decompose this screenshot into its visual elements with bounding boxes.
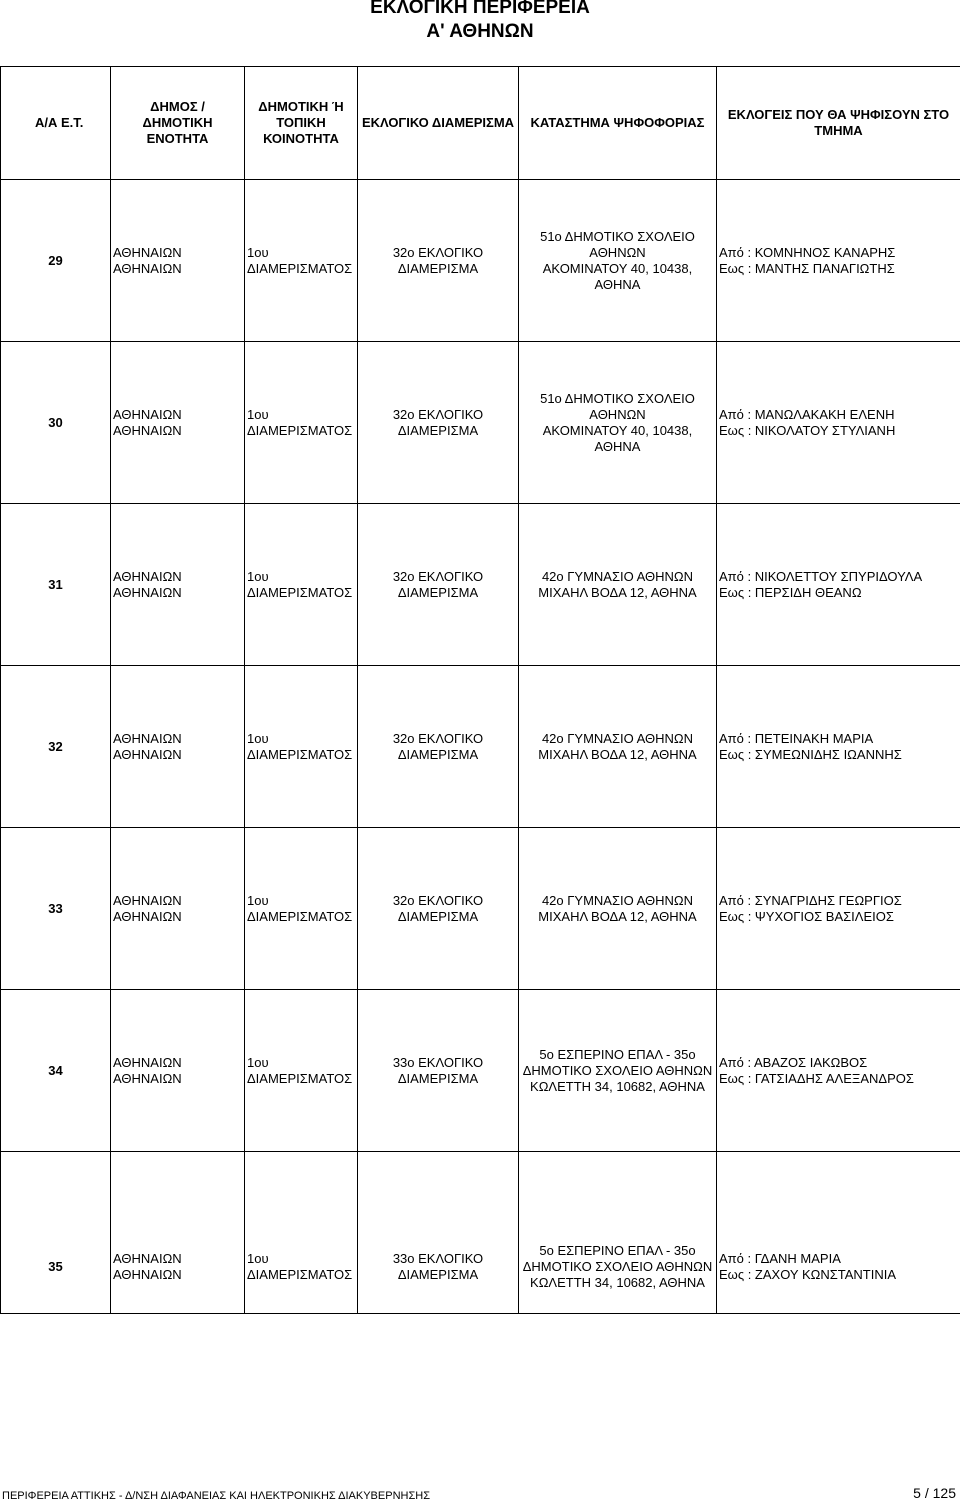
row-number: 33 — [48, 900, 63, 916]
diamerisma-line: 33ο ΕΚΛΟΓΙΚΟ — [392, 1054, 484, 1070]
diamerisma-cell — [358, 1152, 519, 1314]
row-number: 29 — [48, 252, 63, 268]
ekloges-cell — [717, 990, 960, 1152]
katastima-line: 42ο ΓΥΜΝΑΣΙΟ ΑΘΗΝΩΝ — [541, 568, 694, 584]
document-title: ΕΚΛΟΓΙΚΗ ΠΕΡΙΦΕΡΕΙΑ — [370, 0, 590, 18]
koinotita-line: 1ου — [247, 892, 269, 908]
dimos-cell — [111, 666, 245, 828]
koinotita-line: 1ου — [247, 1054, 269, 1070]
ekloges-line: Εως : ΣΥΜΕΩΝΙΔΗΣ ΙΩΑΝΝΗΣ — [719, 746, 902, 762]
dimos-line: ΑΘΗΝΑΙΩΝ — [113, 1266, 182, 1282]
diamerisma-cell — [358, 504, 519, 666]
katastima-line: 5ο ΕΣΠΕΡΙΝΟ ΕΠΑΛ - 35ο — [539, 1046, 696, 1062]
header-line: ΚΑΤΑΣΤΗΜΑ ΨΗΦΟΦΟΡΙΑΣ — [530, 115, 705, 130]
header-aa-et — [1, 67, 111, 180]
table-row — [1, 1152, 960, 1314]
header-line: Α/Α Ε.Τ. — [35, 115, 84, 130]
dimos-line: ΑΘΗΝΑΙΩΝ — [113, 568, 182, 584]
katastima-cell — [519, 1152, 717, 1314]
page-number: 5 / 125 — [913, 1485, 956, 1501]
katastima-line: ΑΘΗΝΩΝ — [589, 406, 646, 422]
header-diamerisma — [358, 67, 519, 180]
header-line: ΕΚΛΟΓΕΙΣ ΠΟΥ ΘΑ ΨΗΦΙΣΟΥΝ ΣΤΟ — [727, 107, 950, 122]
katastima-line: ΚΩΛΕΤΤΗ 34, 10682, ΑΘΗΝΑ — [530, 1078, 705, 1094]
katastima-line: ΑΚΟΜΙΝΑΤΟΥ 40, 10438, — [542, 260, 693, 276]
dimos-line: ΑΘΗΝΑΙΩΝ — [113, 584, 182, 600]
row-number: 32 — [48, 738, 63, 754]
dimos-cell — [111, 180, 245, 342]
dimos-cell — [111, 828, 245, 990]
koinotita-line: ΔΙΑΜΕΡΙΣΜΑΤΟΣ — [247, 1266, 353, 1282]
ekloges-line: Εως : ΓΑΤΣΙΑΔΗΣ ΑΛΕΞΑΝΔΡΟΣ — [719, 1070, 914, 1086]
ekloges-line: Εως : ΝΙΚΟΛΑΤΟΥ ΣΤΥΛΙΑΝΗ — [719, 422, 896, 438]
ekloges-line: Εως : ΜΑΝΤΗΣ ΠΑΝΑΓΙΩΤΗΣ — [719, 260, 895, 276]
ekloges-cell — [717, 342, 960, 504]
dimos-cell — [111, 1152, 245, 1314]
katastima-line: 42ο ΓΥΜΝΑΣΙΟ ΑΘΗΝΩΝ — [541, 892, 694, 908]
table-row — [1, 342, 960, 504]
koinotita-line: 1ου — [247, 730, 269, 746]
diamerisma-cell — [358, 342, 519, 504]
koinotita-cell — [245, 342, 358, 504]
diamerisma-line: 32ο ΕΚΛΟΓΙΚΟ — [392, 568, 484, 584]
table-row — [1, 990, 960, 1152]
diamerisma-line: 32ο ΕΚΛΟΓΙΚΟ — [392, 892, 484, 908]
ekloges-line: Εως : ΨΥΧΟΓΙΟΣ ΒΑΣΙΛΕΙΟΣ — [719, 908, 894, 924]
row-number-cell — [1, 666, 111, 828]
dimos-line: ΑΘΗΝΑΙΩΝ — [113, 406, 182, 422]
diamerisma-line: ΔΙΑΜΕΡΙΣΜΑ — [397, 422, 479, 438]
table-row — [1, 828, 960, 990]
diamerisma-line: ΔΙΑΜΕΡΙΣΜΑ — [397, 1266, 479, 1282]
header-line: ΕΚΛΟΓΙΚΟ ΔΙΑΜΕΡΙΣΜΑ — [361, 115, 515, 130]
row-number-cell — [1, 342, 111, 504]
diamerisma-cell — [358, 180, 519, 342]
ekloges-line: Εως : ΠΕΡΣΙΔΗ ΘΕΑΝΩ — [719, 584, 862, 600]
polling-stations-table — [0, 66, 960, 1314]
dimos-line: ΑΘΗΝΑΙΩΝ — [113, 730, 182, 746]
katastima-line: ΑΘΗΝΑ — [594, 276, 641, 292]
dimos-line: ΑΘΗΝΑΙΩΝ — [113, 892, 182, 908]
row-number: 31 — [48, 576, 63, 592]
koinotita-line: ΔΙΑΜΕΡΙΣΜΑΤΟΣ — [247, 584, 353, 600]
document-subtitle: Α' ΑΘΗΝΩΝ — [426, 21, 534, 42]
dimos-cell — [111, 342, 245, 504]
row-number: 30 — [48, 414, 63, 430]
row-number-cell — [1, 990, 111, 1152]
table-row — [1, 180, 960, 342]
ekloges-cell — [717, 180, 960, 342]
katastima-line: ΑΚΟΜΙΝΑΤΟΥ 40, 10438, — [542, 422, 693, 438]
row-number: 34 — [48, 1062, 63, 1078]
ekloges-cell — [717, 1152, 960, 1314]
katastima-line: ΔΗΜΟΤΙΚΟ ΣΧΟΛΕΙΟ ΑΘΗΝΩΝ — [522, 1258, 713, 1274]
diamerisma-cell — [358, 666, 519, 828]
header-dimos — [111, 67, 245, 180]
header-line: ΤΟΠΙΚΗ — [276, 115, 326, 130]
koinotita-cell — [245, 828, 358, 990]
table-body — [1, 180, 960, 1314]
koinotita-line: 1ου — [247, 406, 269, 422]
katastima-line: 51ο ΔΗΜΟΤΙΚΟ ΣΧΟΛΕΙΟ — [540, 390, 695, 406]
koinotita-line: 1ου — [247, 568, 269, 584]
diamerisma-line: 32ο ΕΚΛΟΓΙΚΟ — [392, 730, 484, 746]
katastima-line: 51ο ΔΗΜΟΤΙΚΟ ΣΧΟΛΕΙΟ — [540, 228, 695, 244]
koinotita-cell — [245, 1152, 358, 1314]
koinotita-line: ΔΙΑΜΕΡΙΣΜΑΤΟΣ — [247, 1070, 353, 1086]
ekloges-line: Από : ΣΥΝΑΓΡΙΔΗΣ ΓΕΩΡΓΙΟΣ — [719, 892, 902, 908]
katastima-cell — [519, 990, 717, 1152]
header-line: ΚΟΙΝΟΤΗΤΑ — [263, 131, 339, 146]
ekloges-line: Από : ΜΑΝΩΛΑΚΑΚΗ ΕΛΕΝΗ — [719, 406, 895, 422]
diamerisma-line: ΔΙΑΜΕΡΙΣΜΑ — [397, 260, 479, 276]
katastima-line: 42ο ΓΥΜΝΑΣΙΟ ΑΘΗΝΩΝ — [541, 730, 694, 746]
ekloges-line: Από : ΚΟΜΝΗΝΟΣ ΚΑΝΑΡΗΣ — [719, 244, 896, 260]
katastima-line: ΜΙΧΑΗΛ ΒΟΔΑ 12, ΑΘΗΝΑ — [538, 908, 697, 924]
katastima-cell — [519, 504, 717, 666]
diamerisma-line: ΔΙΑΜΕΡΙΣΜΑ — [397, 908, 479, 924]
ekloges-line: Από : ΝΙΚΟΛΕΤΤΟΥ ΣΠΥΡΙΔΟΥΛΑ — [719, 568, 923, 584]
ekloges-line: Από : ΠΕΤΕΙΝΑΚΗ ΜΑΡΙΑ — [719, 730, 874, 746]
katastima-line: 5ο ΕΣΠΕΡΙΝΟ ΕΠΑΛ - 35ο — [539, 1242, 696, 1258]
diamerisma-line: 33ο ΕΚΛΟΓΙΚΟ — [392, 1250, 484, 1266]
ekloges-cell — [717, 666, 960, 828]
header-katastima — [519, 67, 717, 180]
diamerisma-line: ΔΙΑΜΕΡΙΣΜΑ — [397, 584, 479, 600]
katastima-line: ΑΘΗΝΩΝ — [589, 244, 646, 260]
dimos-line: ΑΘΗΝΑΙΩΝ — [113, 1070, 182, 1086]
dimos-line: ΑΘΗΝΑΙΩΝ — [113, 1250, 182, 1266]
katastima-cell — [519, 828, 717, 990]
header-line: ΔΗΜΟΤΙΚΗ Ή — [258, 99, 344, 114]
koinotita-line: ΔΙΑΜΕΡΙΣΜΑΤΟΣ — [247, 746, 353, 762]
dimos-cell — [111, 504, 245, 666]
dimos-line: ΑΘΗΝΑΙΩΝ — [113, 260, 182, 276]
koinotita-line: ΔΙΑΜΕΡΙΣΜΑΤΟΣ — [247, 422, 353, 438]
katastima-line: ΔΗΜΟΤΙΚΟ ΣΧΟΛΕΙΟ ΑΘΗΝΩΝ — [522, 1062, 713, 1078]
header-line: ΤΜΗΜΑ — [814, 123, 863, 138]
dimos-line: ΑΘΗΝΑΙΩΝ — [113, 908, 182, 924]
header-line: ΔΗΜΟΣ / — [150, 99, 205, 114]
row-number-cell — [1, 828, 111, 990]
katastima-line: ΑΘΗΝΑ — [594, 438, 641, 454]
diamerisma-cell — [358, 828, 519, 990]
header-koinotita — [245, 67, 358, 180]
katastima-line: ΚΩΛΕΤΤΗ 34, 10682, ΑΘΗΝΑ — [530, 1274, 705, 1290]
row-number-cell — [1, 1152, 111, 1314]
diamerisma-line: ΔΙΑΜΕΡΙΣΜΑ — [397, 1070, 479, 1086]
diamerisma-line: 32ο ΕΚΛΟΓΙΚΟ — [392, 406, 484, 422]
dimos-cell — [111, 990, 245, 1152]
table-header-row — [1, 67, 960, 180]
katastima-cell — [519, 180, 717, 342]
dimos-line: ΑΘΗΝΑΙΩΝ — [113, 746, 182, 762]
table-row — [1, 666, 960, 828]
dimos-line: ΑΘΗΝΑΙΩΝ — [113, 1054, 182, 1070]
koinotita-cell — [245, 504, 358, 666]
ekloges-cell — [717, 828, 960, 990]
diamerisma-cell — [358, 990, 519, 1152]
ekloges-line: Από : ΑΒΑΖΟΣ ΙΑΚΩΒΟΣ — [719, 1054, 868, 1070]
table-row — [1, 504, 960, 666]
header-line: ΔΗΜΟΤΙΚΗ — [142, 115, 213, 130]
header-ekloges — [717, 67, 960, 180]
koinotita-cell — [245, 180, 358, 342]
dimos-line: ΑΘΗΝΑΙΩΝ — [113, 244, 182, 260]
koinotita-line: 1ου — [247, 1250, 269, 1266]
katastima-cell — [519, 342, 717, 504]
ekloges-line: Από : ΓΔΑΝΗ ΜΑΡΙΑ — [719, 1250, 841, 1266]
koinotita-line: ΔΙΑΜΕΡΙΣΜΑΤΟΣ — [247, 908, 353, 924]
diamerisma-line: ΔΙΑΜΕΡΙΣΜΑ — [397, 746, 479, 762]
ekloges-line: Εως : ΖΑΧΟΥ ΚΩΝΣΤΑΝΤΙΝΙΑ — [719, 1266, 897, 1282]
koinotita-cell — [245, 666, 358, 828]
dimos-line: ΑΘΗΝΑΙΩΝ — [113, 422, 182, 438]
row-number-cell — [1, 504, 111, 666]
katastima-line: ΜΙΧΑΗΛ ΒΟΔΑ 12, ΑΘΗΝΑ — [538, 746, 697, 762]
diamerisma-line: 32ο ΕΚΛΟΓΙΚΟ — [392, 244, 484, 260]
row-number-cell — [1, 180, 111, 342]
row-number: 35 — [48, 1258, 63, 1274]
koinotita-cell — [245, 990, 358, 1152]
katastima-line: ΜΙΧΑΗΛ ΒΟΔΑ 12, ΑΘΗΝΑ — [538, 584, 697, 600]
header-line: ΕΝΟΤΗΤΑ — [146, 131, 209, 146]
koinotita-line: 1ου — [247, 244, 269, 260]
koinotita-line: ΔΙΑΜΕΡΙΣΜΑΤΟΣ — [247, 260, 353, 276]
footer-organization: ΠΕΡΙΦΕΡΕΙΑ ΑΤΤΙΚΗΣ - Δ/ΝΣΗ ΔΙΑΦΑΝΕΙΑΣ ΚΑΙ ΗΛΕΚΤΡΟΝΙΚΗΣ ΔΙΑΚΥΒΕΡΝΗΣΗΣ — [2, 1490, 431, 1502]
ekloges-cell — [717, 504, 960, 666]
katastima-cell — [519, 666, 717, 828]
